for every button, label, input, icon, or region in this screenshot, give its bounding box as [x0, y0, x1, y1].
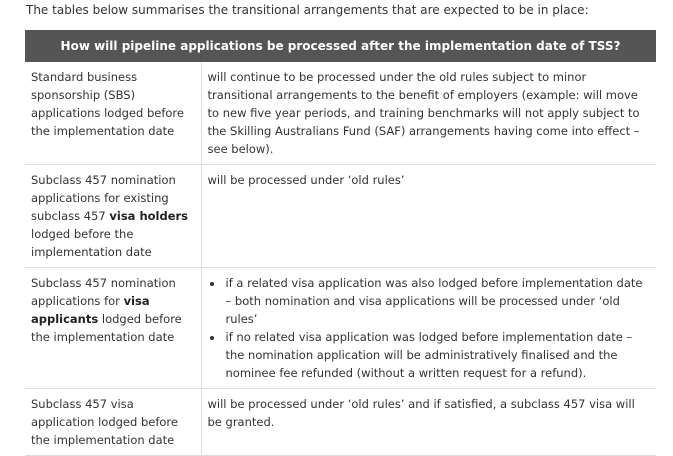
row-description — [201, 268, 656, 389]
table-row — [25, 268, 656, 389]
bullet-item: • if no related visa application was lodged before implementation date – the nomination application will be administratively finalised and the nominee fee refunded (without a written request for a refund). — [224, 328, 651, 382]
bullet-list — [208, 274, 651, 382]
table-header: How will pipeline applications be processed after the implementation date of TSS? — [25, 30, 656, 62]
table-row — [25, 62, 656, 165]
table-row — [25, 389, 656, 456]
row-label-text: Subclass 457 nomination applications for — [31, 276, 176, 308]
row-label-bold: visa holders — [109, 209, 189, 223]
row-description: will be processed under ‘old rules’ and if satisfied, a subclass 457 visa will be granted. — [201, 389, 656, 456]
row-label — [25, 268, 201, 389]
table-header-row — [25, 30, 656, 62]
row-label-text: lodged before the implementation date — [31, 312, 182, 344]
intro-text: The tables below summarises the transitional arrangements that are expected to be in place: — [26, 3, 589, 17]
transitional-arrangements-table — [25, 30, 656, 456]
row-description: will continue to be processed under the old rules subject to minor transitional arrangements to the benefit of employers (example: will move to new five year periods, and training benchmarks will not apply subject to the Skilling Australians Fund (SAF) arrangements having come into effect – see below). — [201, 62, 656, 165]
row-label-text: lodged before the implementation date — [31, 227, 152, 259]
row-description: will be processed under ‘old rules’ — [201, 165, 656, 268]
row-label: Standard business sponsorship (SBS) applications lodged before the implementation date — [25, 62, 201, 165]
table-row — [25, 165, 656, 268]
bullet-item: • if a related visa application was also lodged before implementation date – both nomination and visa applications will be processed under ‘old rules’ — [224, 274, 651, 328]
row-label-bold: visa applicants — [31, 294, 150, 326]
row-label — [25, 165, 201, 268]
row-label: Subclass 457 visa application lodged before the implementation date — [25, 389, 201, 456]
row-label-text: Subclass 457 nomination applications for existing subclass 457 — [31, 173, 176, 223]
